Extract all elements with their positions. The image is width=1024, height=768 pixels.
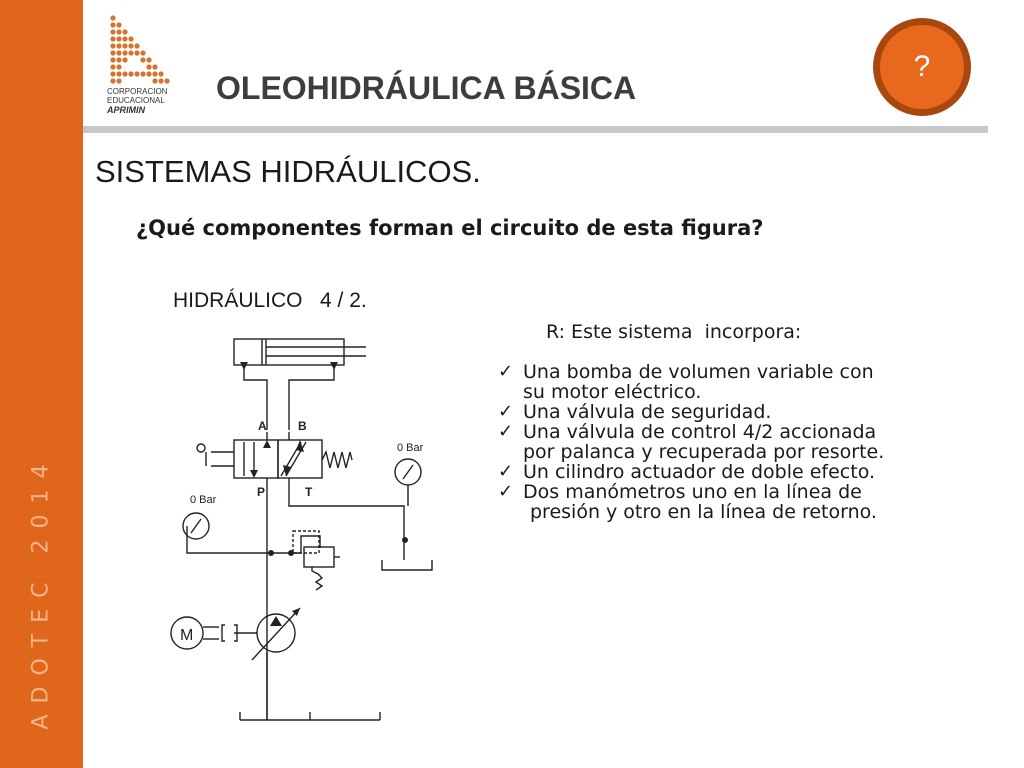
gauge-right-label: 0 Bar <box>397 442 424 454</box>
sidebar <box>0 0 83 768</box>
junction-dot <box>288 550 294 556</box>
answer-bullet-item: ✓ Una válvula de seguridad. <box>498 402 884 422</box>
arrow-marker <box>250 470 258 478</box>
port-t-label: T <box>305 485 313 499</box>
sidebar-vertical-text: ADOTEC 2014 <box>28 453 54 729</box>
header-title: OLEOHIDRÁULICA BÁSICA <box>216 70 637 106</box>
gauge-left-label: 0 Bar <box>190 494 217 506</box>
logo-line2: EDUCACIONAL <box>107 96 165 105</box>
pressure-gauge-right <box>395 459 421 506</box>
arrow-marker <box>296 440 304 452</box>
port-a-label: A <box>258 419 267 433</box>
pump-arrow <box>270 616 282 626</box>
sidebar-vertical-text-box <box>26 453 56 729</box>
junction-dot <box>402 537 408 543</box>
answer-continuation-line: presión y otro en la línea de retorno. <box>530 501 877 523</box>
port-b-label: B <box>298 419 307 433</box>
answer-continuation-line: su motor eléctrico. <box>523 381 702 403</box>
pressure-return-lines <box>187 486 404 720</box>
help-button-face[interactable] <box>880 25 964 109</box>
arrow-marker <box>330 362 338 370</box>
directional-valve-4-2 <box>197 432 352 486</box>
double-acting-cylinder <box>234 339 366 365</box>
hydraulic-circuit-diagram <box>168 320 458 726</box>
logo-dots <box>110 15 169 83</box>
answer-list <box>498 362 884 522</box>
arrow-marker <box>263 440 271 448</box>
logo <box>105 14 183 120</box>
header-divider <box>83 126 988 133</box>
answer-bullet-item: ✓ Una válvula de control 4/2 accionada <box>498 422 884 442</box>
tank-right <box>382 560 432 570</box>
answer-bullet-item: ✓ Un cilindro actuador de doble efecto. <box>498 462 884 482</box>
answer-bullet-item: ✓ Una bomba de volumen variable con <box>498 362 884 382</box>
logo-line1: CORPORACION <box>107 87 168 96</box>
arrow-marker <box>240 362 248 370</box>
relief-valve <box>293 531 340 590</box>
diagram-label: HIDRÁULICO 4 / 2. <box>173 289 367 312</box>
tank-bottom <box>240 712 380 720</box>
port-p-label: P <box>257 485 266 499</box>
question-text: ¿Qué componentes forman el circuito de esta figura? <box>136 216 764 240</box>
help-button[interactable] <box>873 18 971 116</box>
diagram-markers <box>240 362 408 626</box>
logo-line3: APRIMIN <box>107 105 145 115</box>
answer-continuation-line: por palanca y recuperada por resorte. <box>523 441 885 463</box>
section-title: SISTEMAS HIDRÁULICOS. <box>95 154 481 189</box>
logo-graphic <box>105 14 183 120</box>
help-icon[interactable]: ? <box>913 50 931 83</box>
answer-intro: R: Este sistema incorpora: <box>546 321 802 343</box>
junction-dot <box>268 550 274 556</box>
motor-label: M <box>180 627 194 644</box>
answer-bullet-item: ✓ Dos manómetros uno en la línea de <box>498 482 884 502</box>
